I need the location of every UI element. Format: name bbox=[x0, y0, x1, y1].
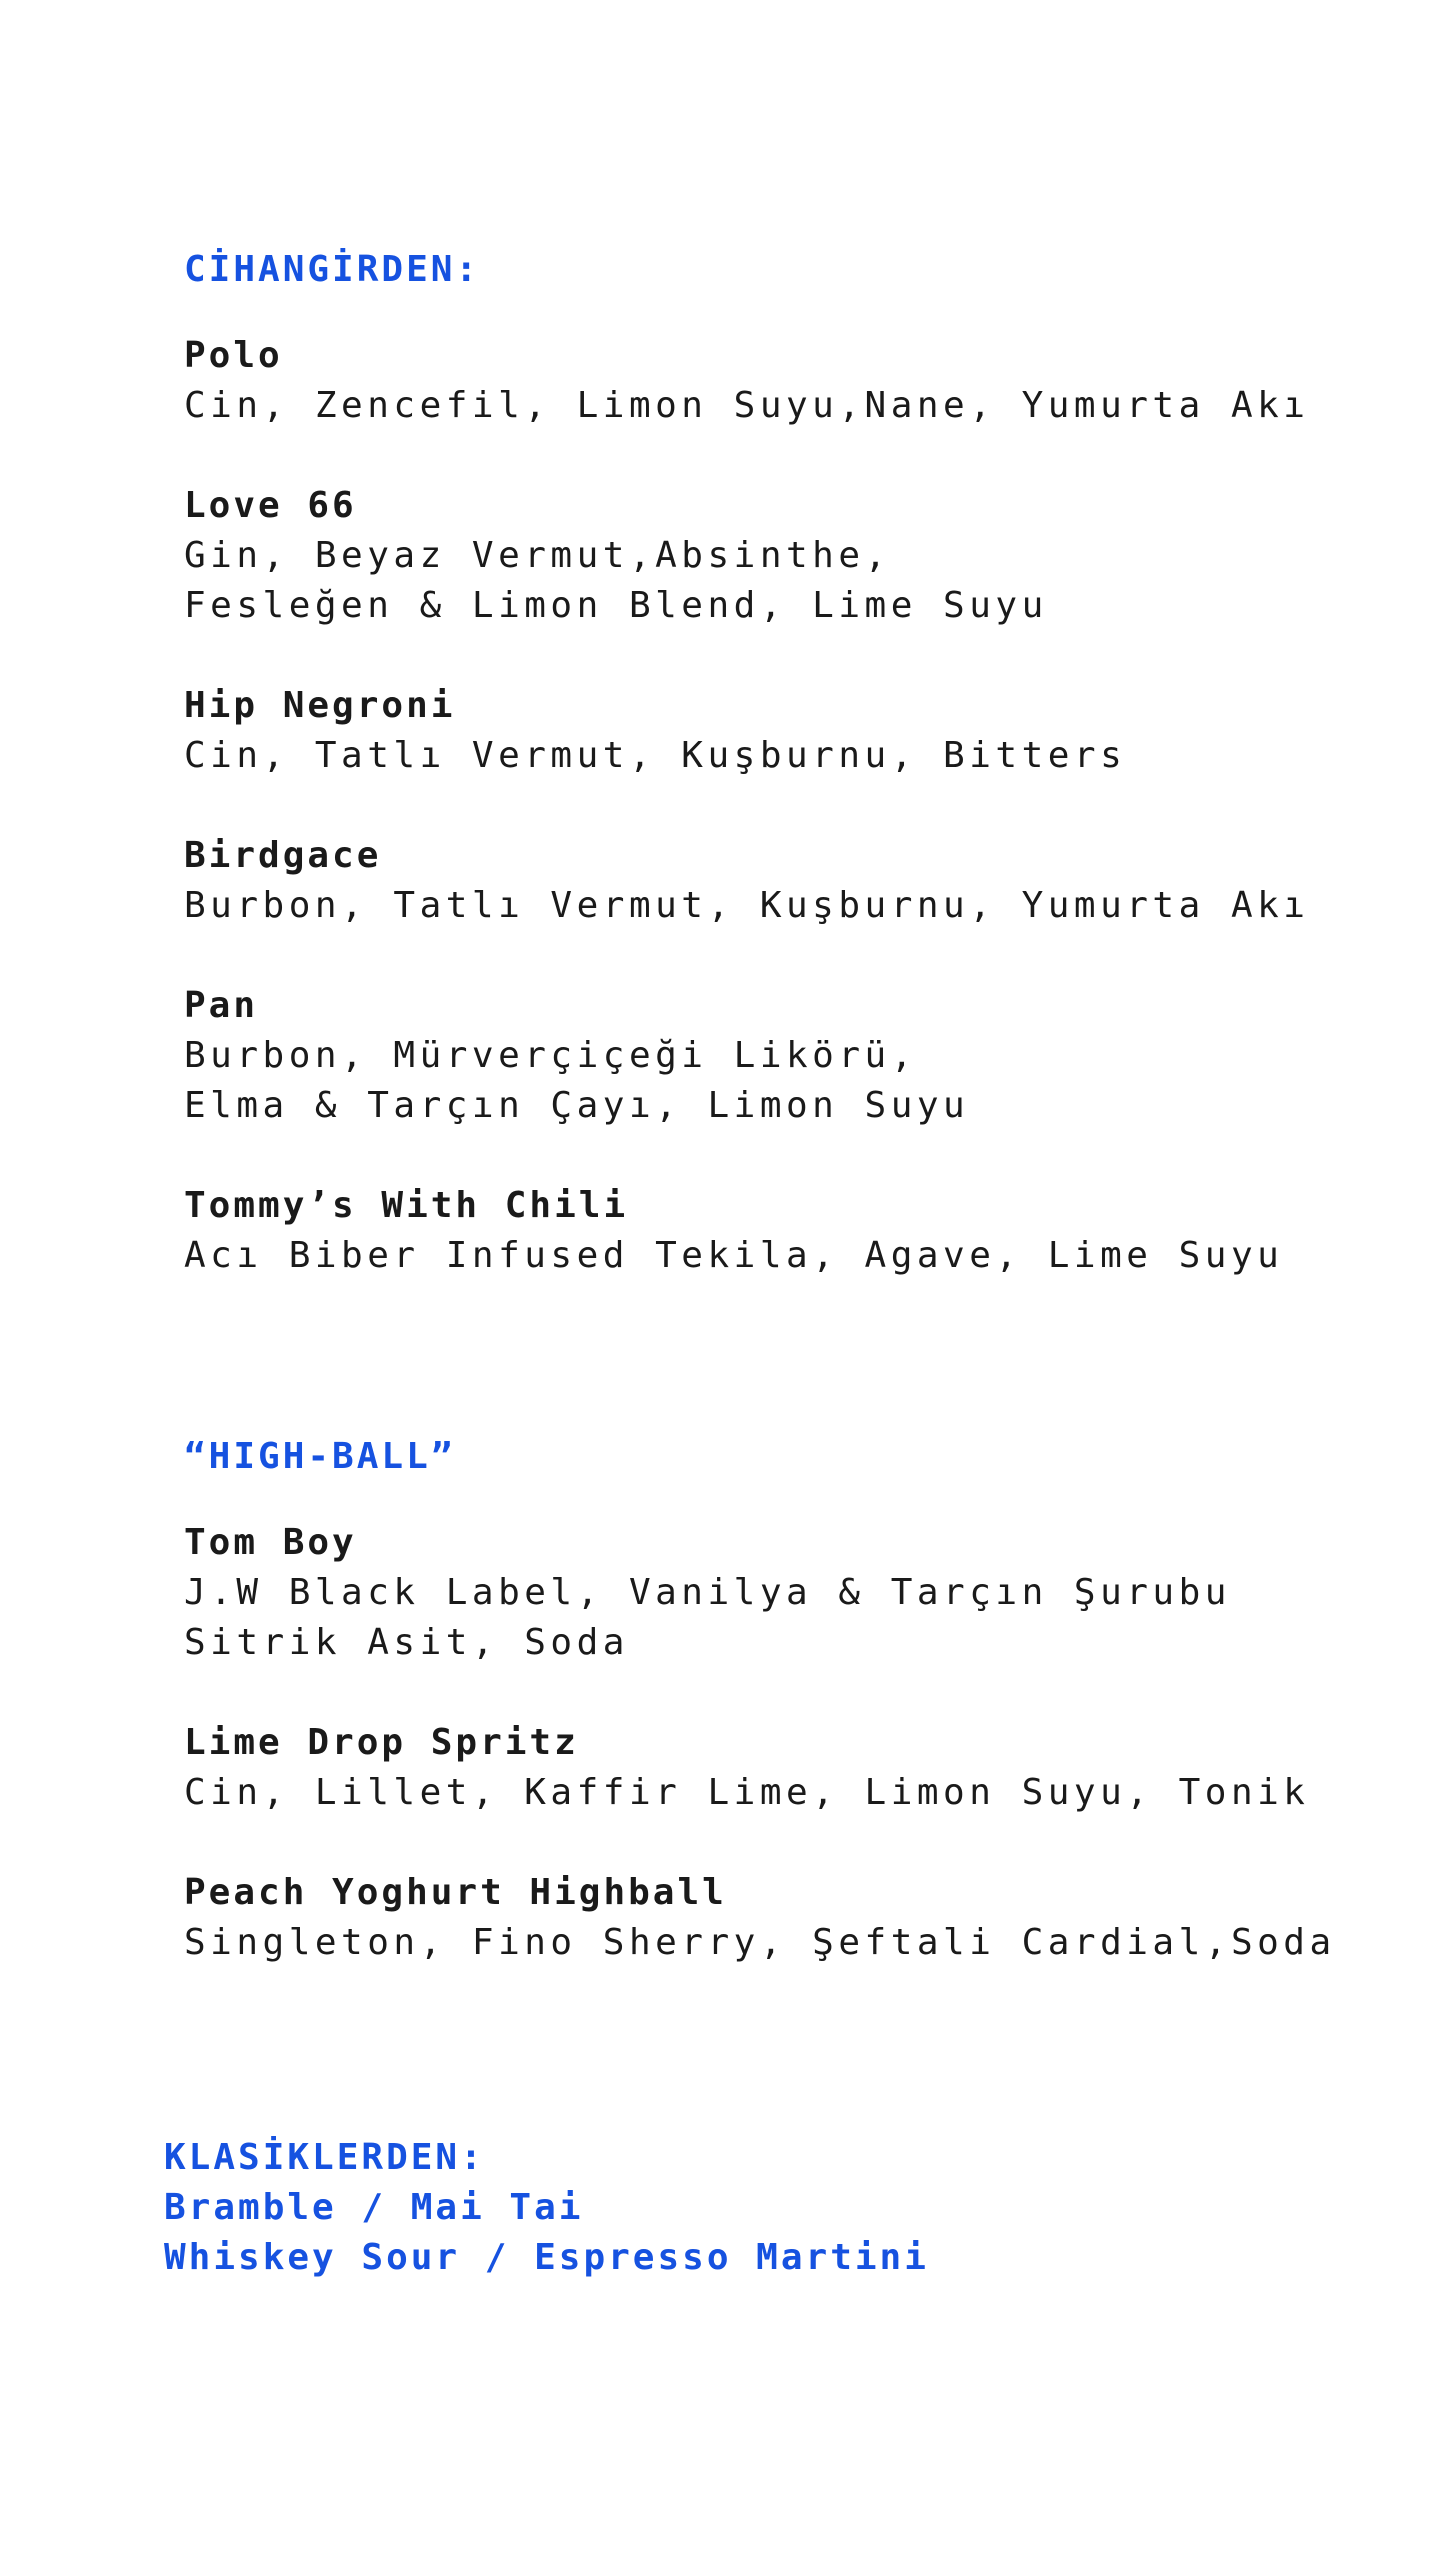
menu-item-love-66 bbox=[184, 481, 1309, 631]
highball-section bbox=[184, 1432, 1336, 1968]
section-title-klasiklerden: KLASİKLERDEN: bbox=[164, 2137, 485, 2178]
item-ingredients: Elma & Tarçın Çayı, Limon Suyu bbox=[184, 1085, 970, 1126]
menu-item-hip-negroni bbox=[184, 681, 1309, 781]
item-name: Tommy’s With Chili bbox=[184, 1185, 629, 1226]
item-name: Love 66 bbox=[184, 485, 357, 526]
menu-item-lime-drop-spritz bbox=[184, 1718, 1336, 1818]
menu-item-tom-boy bbox=[184, 1518, 1336, 1668]
item-name: Polo bbox=[184, 335, 283, 376]
menu-item-pan bbox=[184, 981, 1309, 1131]
cihangirden-section bbox=[184, 245, 1309, 1281]
classic-cocktails-line: Whiskey Sour / Espresso Martini bbox=[164, 2237, 929, 2278]
menu-item-birdgace bbox=[184, 831, 1309, 931]
item-name: Lime Drop Spritz bbox=[184, 1722, 579, 1763]
menu-item-polo bbox=[184, 331, 1309, 431]
item-ingredients: Burbon, Mürverçiçeği Likörü, bbox=[184, 1035, 917, 1076]
menu-item-peach-yoghurt-highball bbox=[184, 1868, 1336, 1968]
item-name: Peach Yoghurt Highball bbox=[184, 1872, 727, 1913]
section-title-highball: “HIGH-BALL” bbox=[184, 1436, 456, 1477]
section-title-cihangirden: CİHANGİRDEN: bbox=[184, 249, 481, 290]
item-ingredients: Acı Biber Infused Tekila, Agave, Lime Suyu bbox=[184, 1235, 1284, 1276]
item-ingredients: Cin, Tatlı Vermut, Kuşburnu, Bitters bbox=[184, 735, 1127, 776]
item-name: Pan bbox=[184, 985, 259, 1026]
menu-item-tommys-with-chili bbox=[184, 1181, 1309, 1281]
item-ingredients: Cin, Lillet, Kaffir Lime, Limon Suyu, Tonik bbox=[184, 1772, 1310, 1813]
item-name: Hip Negroni bbox=[184, 685, 456, 726]
classic-cocktails-line: Bramble / Mai Tai bbox=[164, 2187, 584, 2228]
item-ingredients: Fesleğen & Limon Blend, Lime Suyu bbox=[184, 585, 1048, 626]
item-ingredients: J.W Black Label, Vanilya & Tarçın Şurubu bbox=[184, 1572, 1231, 1613]
item-ingredients: Singleton, Fino Sherry, Şeftali Cardial,Soda bbox=[184, 1922, 1336, 1963]
item-ingredients: Burbon, Tatlı Vermut, Kuşburnu, Yumurta Akı bbox=[184, 885, 1310, 926]
item-ingredients: Gin, Beyaz Vermut,Absinthe, bbox=[184, 535, 891, 576]
item-ingredients: Cin, Zencefil, Limon Suyu,Nane, Yumurta Akı bbox=[184, 385, 1310, 426]
item-name: Birdgace bbox=[184, 835, 382, 876]
item-ingredients: Sitrik Asit, Soda bbox=[184, 1622, 629, 1663]
klasiklerden-section bbox=[164, 2133, 929, 2283]
item-name: Tom Boy bbox=[184, 1522, 357, 1563]
